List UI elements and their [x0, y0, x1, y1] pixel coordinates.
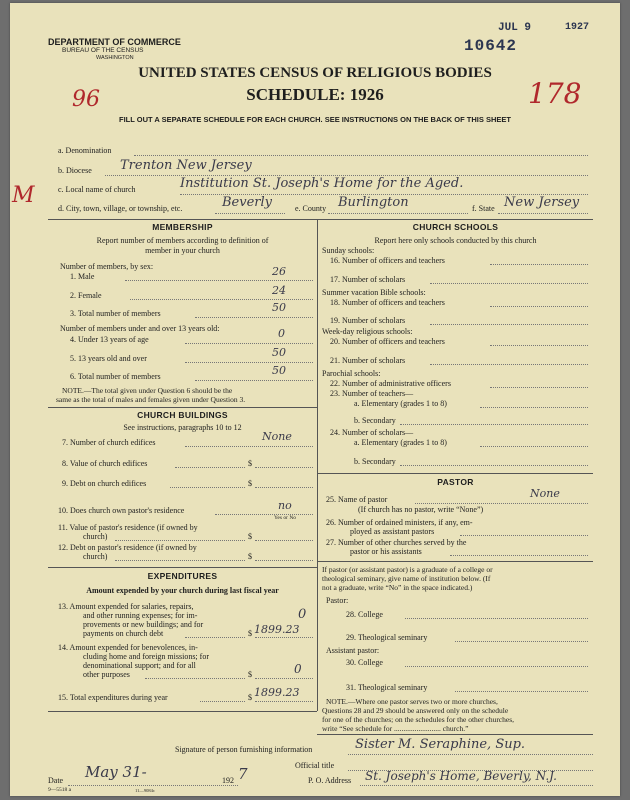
form-number: 9—5518 a	[48, 787, 72, 793]
q23b-line	[400, 424, 588, 425]
q17-label: 17. Number of scholars	[330, 275, 406, 284]
q15-dollar: $	[248, 693, 252, 702]
q8-dots	[175, 467, 245, 468]
footer-rule-left	[48, 711, 317, 712]
city-value: Beverly	[222, 195, 273, 210]
pastor-note-4: write “See schedule for ......................... church.”	[322, 724, 469, 733]
q9-label: 9. Debt on church edifices	[62, 479, 147, 488]
q23a-line	[480, 407, 588, 408]
q23a-label: a. Elementary (grades 1 to 8)	[354, 399, 447, 408]
date-line	[68, 785, 238, 786]
q12-line	[255, 560, 313, 561]
q25-label: 25. Name of pastor	[326, 495, 388, 504]
q13-line	[255, 637, 313, 638]
local-name-value: Institution St. Joseph's Home for the Aged.	[180, 176, 464, 191]
membership-heading: MEMBERSHIP	[152, 222, 213, 232]
q7-label: 7. Number of church edifices	[62, 438, 156, 447]
graduate-instruction-3: not a graduate, write “No” in the space indicated.)	[322, 583, 473, 592]
q6-line	[195, 380, 313, 381]
q11-label-2: church)	[83, 532, 108, 541]
q28-line	[405, 618, 588, 619]
q4-value: 0	[278, 327, 285, 340]
q8-dollar: $	[248, 459, 252, 468]
q14-label-4: other purposes	[83, 670, 130, 679]
q16-line	[490, 264, 588, 265]
form-subtitle: SCHEDULE: 1926	[246, 85, 384, 104]
q12-label-2: church)	[83, 552, 108, 561]
buildings-rule	[48, 407, 317, 408]
received-year-stamp: 1927	[565, 22, 590, 33]
q21-label: 21. Number of scholars	[330, 356, 406, 365]
q23-label: 23. Number of teachers—	[330, 389, 414, 398]
q2-line	[130, 299, 313, 300]
q1-label: 1. Male	[70, 272, 95, 281]
schools-intro: Report here only schools conducted by this church	[374, 236, 537, 245]
q10-line	[215, 514, 313, 515]
graduate-instruction-2: theological seminary, give name of institution below. (If	[322, 574, 491, 583]
expenditures-heading: EXPENDITURES	[147, 571, 218, 581]
q23b-label: b. Secondary	[354, 416, 396, 425]
bureau-city: WASHINGTON	[96, 55, 134, 61]
q22-line	[490, 387, 588, 388]
sunday-schools-heading: Sunday schools:	[322, 246, 375, 255]
q25-note: (If church has no pastor, write “None”)	[358, 505, 484, 514]
q7-line	[185, 446, 313, 447]
q25-value: None	[530, 487, 560, 500]
q3-line	[195, 317, 313, 318]
q11-dots	[115, 540, 245, 541]
po-address-value: St. Joseph's Home, Beverly, N.J.	[365, 769, 557, 783]
q12-dollar: $	[248, 552, 252, 561]
q24b-line	[400, 465, 588, 466]
date-label: Date	[48, 776, 64, 785]
city-line	[215, 213, 285, 214]
parochial-schools-heading: Parochial schools:	[322, 369, 381, 378]
q24b-label: b. Secondary	[354, 457, 396, 466]
date-value: May 31-	[85, 763, 147, 781]
expenditures-intro: Amount expended by your church during last fiscal year	[86, 586, 279, 595]
q13-dots	[185, 637, 245, 638]
q5-value: 50	[272, 346, 286, 359]
year-suffix-value: 7	[238, 765, 248, 783]
pastor-subheading: Pastor:	[326, 596, 349, 605]
county-value: Burlington	[338, 195, 409, 210]
schools-heading: CHURCH SCHOOLS	[412, 222, 499, 232]
q5-label: 5. 13 years old and over	[70, 354, 147, 363]
official-title-label: Official title	[295, 761, 335, 770]
q13-value: 1899.23	[254, 623, 300, 636]
sex-heading: Number of members, by sex:	[60, 262, 154, 271]
q3-label: 3. Total number of members	[70, 309, 161, 318]
pastor-rule	[317, 473, 593, 474]
census-schedule	[10, 3, 620, 796]
q24a-line	[480, 446, 588, 447]
q11-line	[255, 540, 313, 541]
q28-label: 28. College	[346, 610, 383, 619]
q27-label-1: 27. Number of other churches served by the	[326, 538, 467, 547]
q13-zero-value: 0	[298, 607, 307, 622]
pastor-heading: PASTOR	[437, 477, 474, 487]
city-label: d. City, town, village, or township, etc.	[58, 204, 183, 213]
summer-schools-heading: Summer vacation Bible schools:	[322, 288, 426, 297]
state-label: f. State	[472, 204, 495, 213]
q8-line	[255, 467, 313, 468]
q21-line	[430, 364, 588, 365]
local-name-label: c. Local name of church	[58, 185, 136, 194]
signature-line	[348, 754, 593, 755]
assistant-pastor-subheading: Assistant pastor:	[326, 646, 380, 655]
q9-dollar: $	[248, 479, 252, 488]
q4-label: 4. Under 13 years of age	[70, 335, 149, 344]
q26-label-2: ployed as assistant pastors	[350, 527, 435, 536]
membership-note-2: same as the total of males and females given under Question 3.	[56, 395, 246, 404]
q27-label-2: pastor or his assistants	[350, 547, 422, 556]
q12-label-1: 12. Debt on pastor's residence (if owned by	[58, 543, 197, 552]
q18-line	[490, 306, 588, 307]
q30-label: 30. College	[346, 658, 383, 667]
county-label: e. County	[295, 204, 327, 213]
membership-note-1: NOTE.—The total given under Question 6 should be the	[62, 386, 233, 395]
pastor-note-2: Questions 28 and 29 should be answered only on the schedule	[322, 706, 509, 715]
diocese-value: Trenton New Jersey	[120, 158, 252, 173]
q13-dollar: $	[248, 629, 252, 638]
q15-dots	[200, 701, 245, 702]
graduate-instruction-1: If pastor (or assistant pastor) is a graduate of a college or	[322, 565, 493, 574]
po-address-line	[360, 785, 593, 786]
county-line	[328, 213, 468, 214]
q14-label-1: 14. Amount expended for benevolences, in-	[58, 643, 198, 652]
age-heading: Number of members under and over 13 years old:	[60, 324, 220, 333]
column-divider	[317, 219, 318, 711]
q7-value: None	[262, 430, 292, 443]
signature-label: Signature of person furnishing information	[175, 745, 313, 754]
schedule-number-stamp: 10642	[464, 37, 518, 55]
q31-label: 31. Theological seminary	[346, 683, 428, 692]
q10-value: no	[278, 499, 292, 512]
pastor-note-1: NOTE.—Where one pastor serves two or more churches,	[326, 697, 498, 706]
diocese-label: b. Diocese	[58, 166, 92, 175]
q16-label: 16. Number of officers and teachers	[330, 256, 445, 265]
q2-value: 24	[272, 284, 286, 297]
graduate-rule	[317, 561, 593, 562]
q24a-label: a. Elementary (grades 1 to 8)	[354, 438, 447, 447]
red-margin-mark: M	[12, 183, 35, 208]
q13-label-4: payments on church debt	[83, 629, 164, 638]
q14-line	[255, 678, 313, 679]
print-number: 11—9084c	[135, 788, 155, 793]
q20-line	[490, 345, 588, 346]
signature-value: Sister M. Seraphine, Sup.	[355, 737, 526, 752]
q17-line	[430, 283, 588, 284]
q15-label: 15. Total expenditures during year	[58, 693, 168, 702]
q12-dots	[115, 560, 245, 561]
year-prefix: 192	[222, 776, 234, 785]
q11-label-1: 11. Value of pastor's residence (if owned by	[58, 523, 198, 532]
q15-value: 1899.23	[254, 686, 300, 699]
denomination-label: a. Denomination	[58, 146, 112, 155]
q8-label: 8. Value of church edifices	[62, 459, 148, 468]
q18-label: 18. Number of officers and teachers	[330, 298, 445, 307]
q13-label-3: provements or new buildings; and for	[83, 620, 204, 629]
q26-label-1: 26. Number of ordained ministers, if any, em-	[326, 518, 473, 527]
state-value: New Jersey	[504, 195, 580, 210]
q10-note: Yes or No	[274, 515, 297, 521]
q3-value: 50	[272, 301, 286, 314]
q14-value: 0	[294, 662, 302, 676]
q15-line	[255, 701, 313, 702]
q24-label: 24. Number of scholars—	[330, 428, 414, 437]
form-instruction: FILL OUT A SEPARATE SCHEDULE FOR EACH CHURCH. SEE INSTRUCTIONS ON THE BACK OF THIS SHEET	[119, 115, 511, 124]
q31-line	[455, 691, 588, 692]
q11-dollar: $	[248, 532, 252, 541]
q9-line	[255, 487, 313, 488]
q1-value: 26	[272, 265, 286, 278]
q10-label: 10. Does church own pastor's residence	[58, 506, 185, 515]
bureau-name: BUREAU OF THE CENSUS	[62, 47, 144, 54]
received-date-stamp: JUL 9	[498, 22, 532, 34]
q14-dollar: $	[248, 670, 252, 679]
buildings-instruction: See instructions, paragraphs 10 to 12	[123, 423, 242, 432]
red-annotation-left: 96	[72, 87, 100, 112]
denomination-line	[134, 155, 588, 156]
department-name: DEPARTMENT OF COMMERCE	[48, 37, 181, 47]
q19-label: 19. Number of scholars	[330, 316, 406, 325]
q5-line	[185, 362, 313, 363]
membership-intro-1: Report number of members according to definition of	[96, 236, 269, 245]
expenditures-rule	[48, 567, 317, 568]
q1-line	[125, 280, 313, 281]
footer-rule-right	[317, 734, 593, 735]
pastor-note-3: for one of the churches; on the schedules for the other churches,	[322, 715, 515, 724]
red-annotation-right: 178	[528, 77, 582, 110]
q2-label: 2. Female	[70, 291, 102, 300]
q14-label-2: cluding home and foreign missions; for	[83, 652, 209, 661]
q6-label: 6. Total number of members	[70, 372, 161, 381]
q13-label-1: 13. Amount expended for salaries, repairs,	[58, 602, 194, 611]
state-line	[498, 213, 588, 214]
q6-value: 50	[272, 364, 286, 377]
q19-line	[430, 324, 588, 325]
q27-line	[450, 555, 588, 556]
q20-label: 20. Number of officers and teachers	[330, 337, 445, 346]
q4-line	[185, 343, 313, 344]
q22-label: 22. Number of administrative officers	[330, 379, 451, 388]
q14-dots	[145, 678, 245, 679]
buildings-heading: CHURCH BUILDINGS	[137, 410, 228, 420]
table-top-rule	[48, 219, 593, 220]
q9-dots	[170, 487, 245, 488]
membership-intro-2: member in your church	[145, 246, 220, 255]
form-title: UNITED STATES CENSUS OF RELIGIOUS BODIES	[138, 65, 492, 81]
q29-line	[455, 641, 588, 642]
q26-line	[460, 535, 588, 536]
q14-label-3: denominational support; and for all	[83, 661, 196, 670]
q30-line	[405, 666, 588, 667]
po-address-label: P. O. Address	[308, 776, 352, 785]
q25-line	[415, 503, 588, 504]
q29-label: 29. Theological seminary	[346, 633, 428, 642]
weekday-schools-heading: Week-day religious schools:	[322, 327, 413, 336]
q13-label-2: and other running expenses; for im-	[83, 611, 198, 620]
